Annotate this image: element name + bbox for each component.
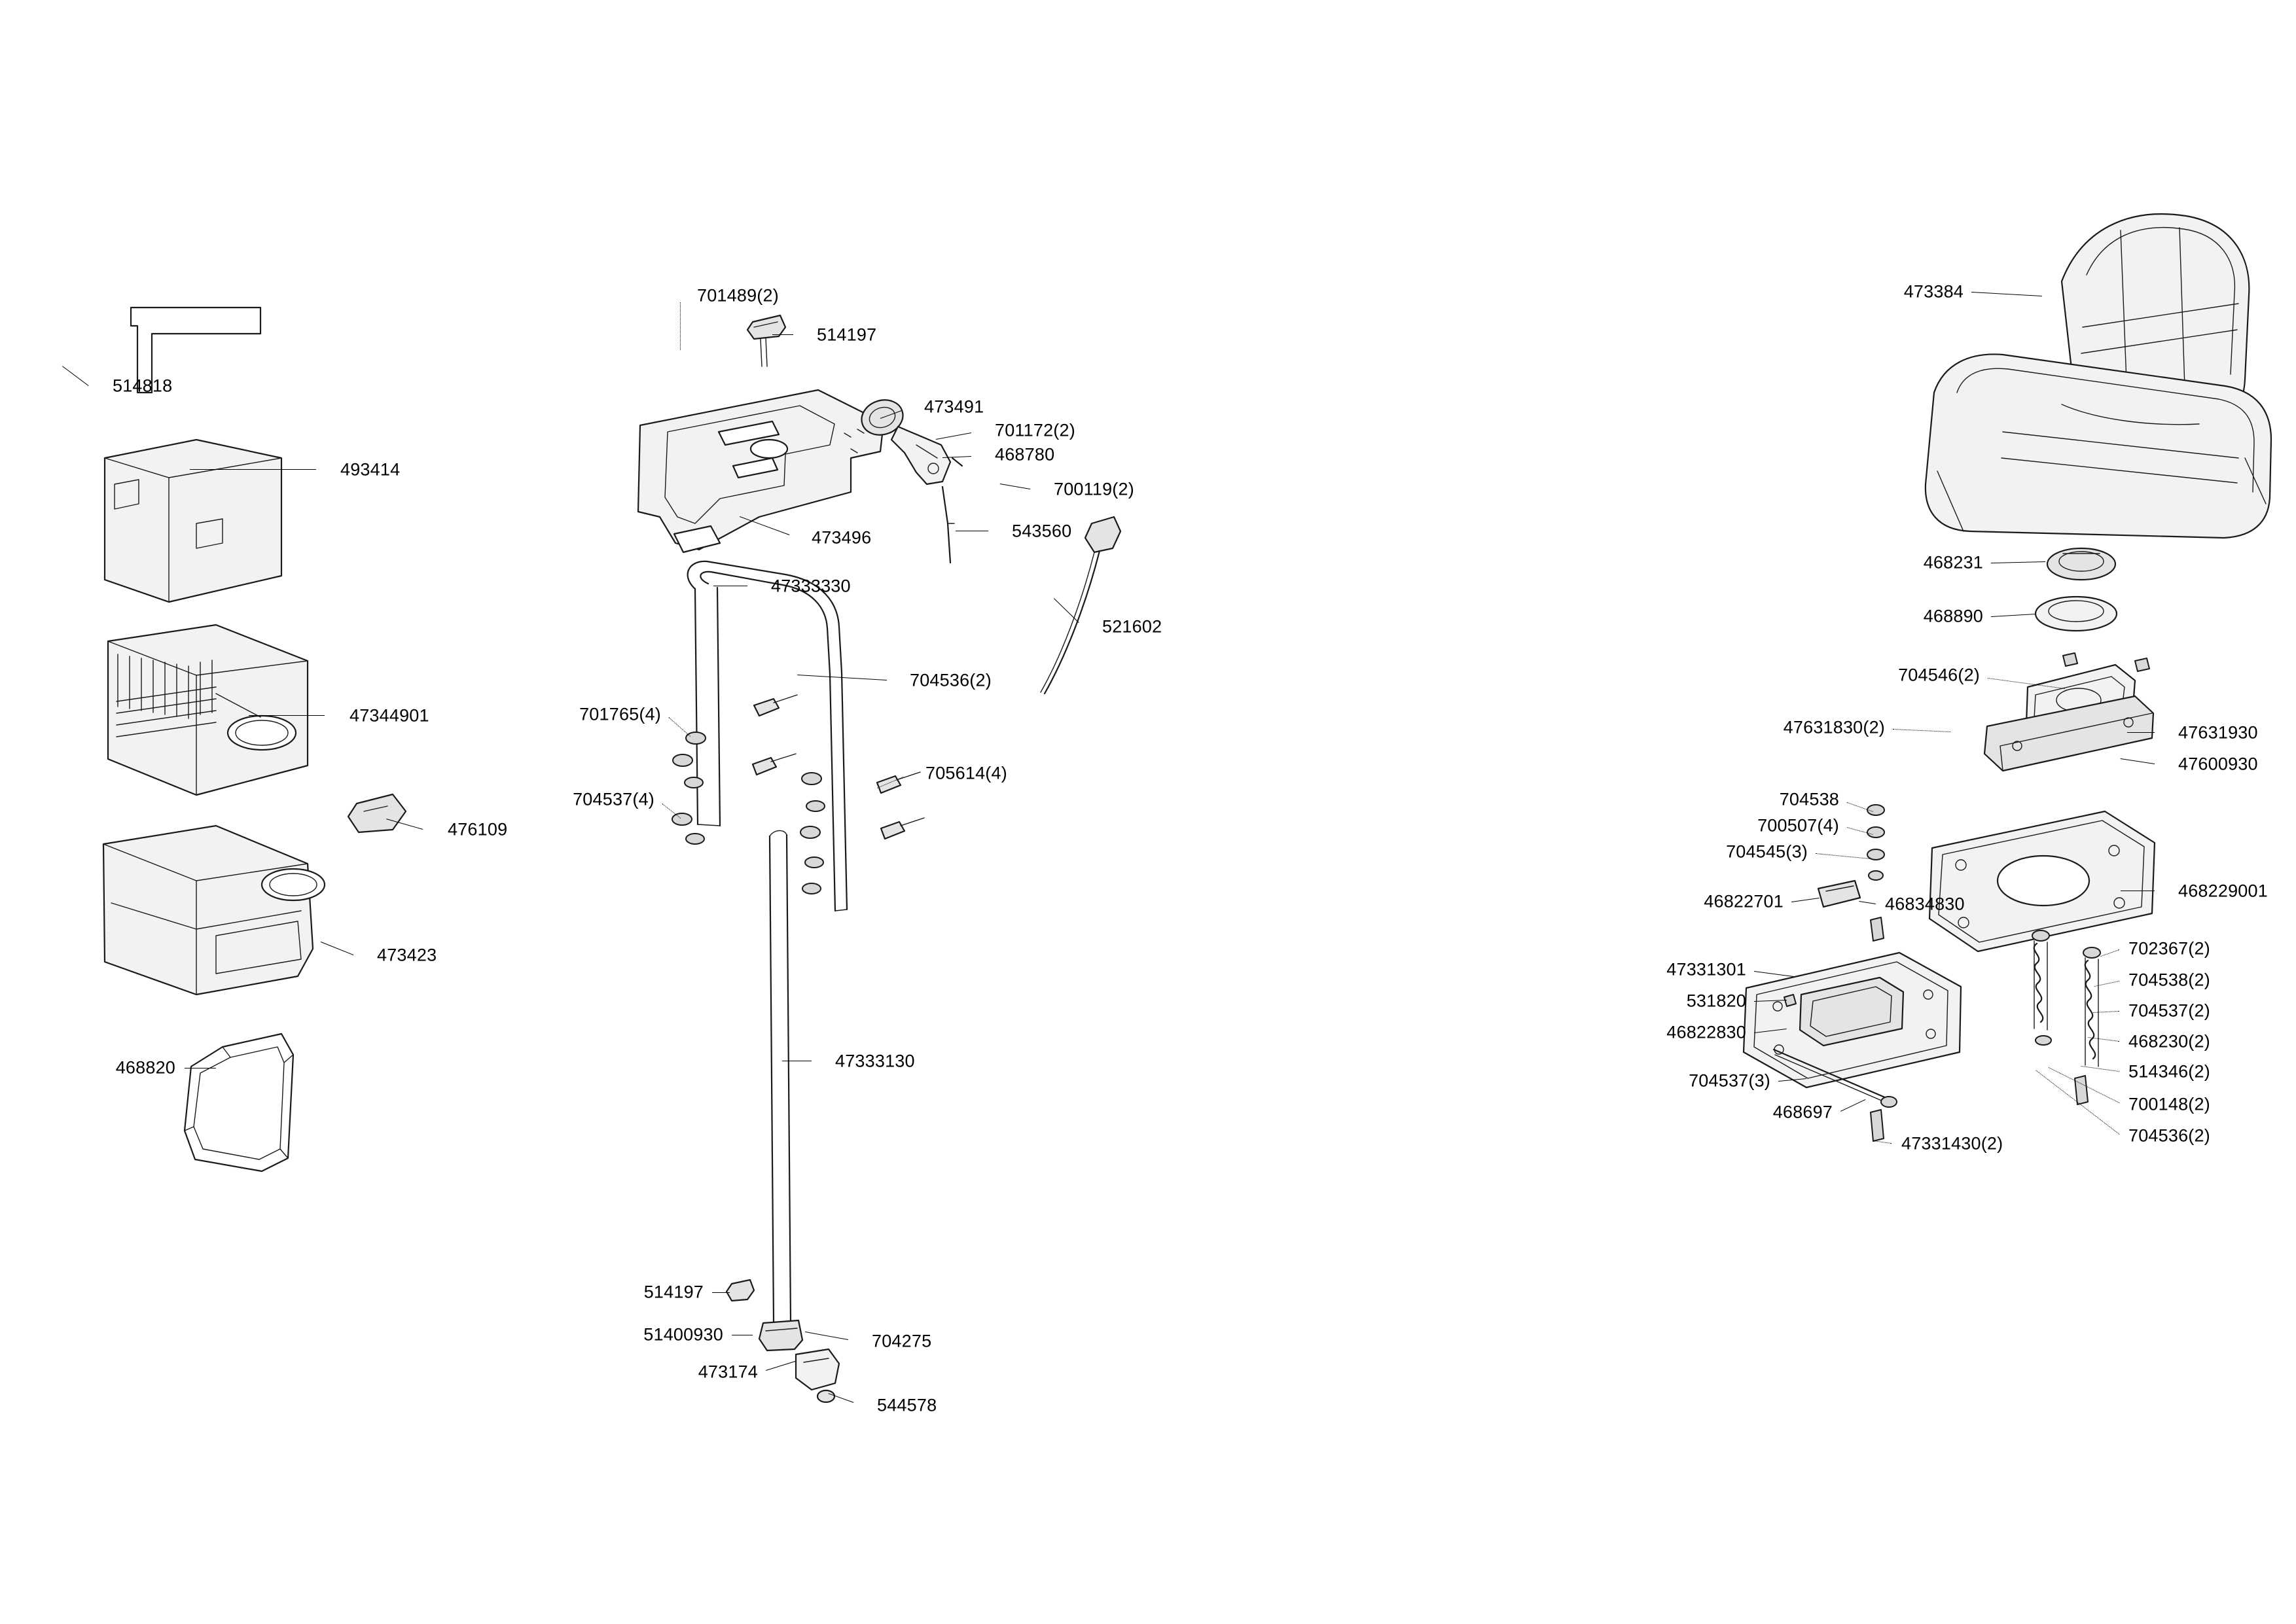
part-number-label: 476109 — [448, 819, 508, 839]
steering-shaft-47333130 — [759, 830, 802, 1350]
part-number-label: 47331430(2) — [1901, 1133, 2003, 1154]
part-number-label: 493414 — [340, 459, 401, 480]
part-number-label: 468890 — [1923, 606, 1983, 626]
leader-line — [680, 302, 681, 350]
part-number-label: 704537(4) — [573, 789, 655, 809]
part-number-label: 468780 — [995, 444, 1055, 465]
part-number-label: 47333130 — [835, 1051, 915, 1071]
leader-line — [190, 469, 316, 470]
part-number-label: 473491 — [924, 397, 984, 417]
part-number-label: 46822830 — [1666, 1022, 1746, 1042]
part-number-label: 704545(3) — [1726, 841, 1808, 862]
seat-473384 — [1926, 214, 2271, 538]
part-number-label: 700119(2) — [1054, 479, 1134, 499]
part-number-label: 531820 — [1686, 991, 1746, 1011]
part-number-label: 468697 — [1772, 1102, 1833, 1122]
part-number-label: 473384 — [1903, 281, 1964, 302]
part-number-label: 47631930 — [2178, 722, 2258, 743]
part-number-label: 702367(2) — [2128, 938, 2210, 959]
part-number-label: 47333330 — [771, 576, 851, 596]
gasket-468820 — [185, 1034, 293, 1171]
seat-spring-stack — [2032, 930, 2100, 1104]
seat-swivel-468231 — [2047, 548, 2115, 580]
part-number-label: 701489(2) — [697, 285, 779, 306]
part-number-label: 704537(3) — [1689, 1070, 1770, 1091]
battery-493414 — [105, 440, 281, 602]
seat-bracket-47631930 — [1984, 653, 2153, 771]
part-number-label: 701765(4) — [579, 704, 661, 724]
leader-line — [2127, 732, 2155, 733]
part-number-label: 704538 — [1779, 789, 1839, 809]
part-number-label: 704275 — [872, 1331, 932, 1351]
part-number-label: 514197 — [817, 325, 877, 345]
lever-473491 — [857, 395, 962, 563]
part-number-label: 543560 — [1012, 521, 1072, 541]
part-number-label: 51400930 — [643, 1324, 723, 1345]
part-number-label: 473496 — [812, 527, 872, 548]
part-number-label: 705614(4) — [925, 763, 1007, 783]
leader-line — [249, 715, 325, 716]
part-number-label: 47600930 — [2178, 754, 2258, 774]
part-number-label: 468230(2) — [2128, 1031, 2210, 1051]
dipstick-521602 — [1041, 517, 1121, 694]
part-number-label: 468229001 — [2178, 881, 2268, 901]
fuel-tank-473423 — [103, 826, 325, 995]
part-number-label: 704538(2) — [2128, 970, 2210, 990]
part-number-label: 47331301 — [1666, 959, 1746, 980]
cap-476109 — [348, 794, 406, 832]
part-number-label: 468820 — [115, 1057, 175, 1078]
part-number-label: 704537(2) — [2128, 1000, 2210, 1021]
part-number-label: 468231 — [1923, 552, 1983, 573]
part-number-label: 701172(2) — [995, 420, 1075, 440]
part-number-label: 514818 — [113, 376, 173, 396]
handle-bar-47333330 — [688, 561, 847, 911]
part-number-label: 544578 — [877, 1395, 937, 1415]
part-number-label: 700148(2) — [2128, 1094, 2210, 1114]
part-number-label: 514346(2) — [2128, 1061, 2210, 1082]
leader-line — [712, 1292, 730, 1293]
battery-housing-47344901 — [108, 625, 308, 795]
part-number-label: 46822701 — [1704, 891, 1784, 911]
part-number-label: 473174 — [698, 1362, 758, 1382]
part-number-label: 47631830(2) — [1783, 717, 1885, 737]
part-number-label: 704546(2) — [1898, 665, 1980, 685]
plug-514197-bottom — [726, 1280, 754, 1301]
part-number-label: 514197 — [643, 1282, 704, 1302]
part-number-label: 473423 — [377, 945, 437, 965]
part-number-label: 704536(2) — [910, 670, 992, 690]
plug-514197-top — [747, 315, 785, 366]
part-number-label: 46834830 — [1885, 894, 1965, 914]
leader-line — [772, 334, 793, 335]
part-number-label: 521602 — [1102, 616, 1162, 637]
seat-pad-468890 — [2036, 597, 2117, 631]
part-number-label: 704536(2) — [2128, 1125, 2210, 1146]
part-number-label: 700507(4) — [1757, 815, 1839, 836]
fasteners-middle — [672, 695, 924, 894]
part-number-label: 47344901 — [350, 705, 429, 726]
